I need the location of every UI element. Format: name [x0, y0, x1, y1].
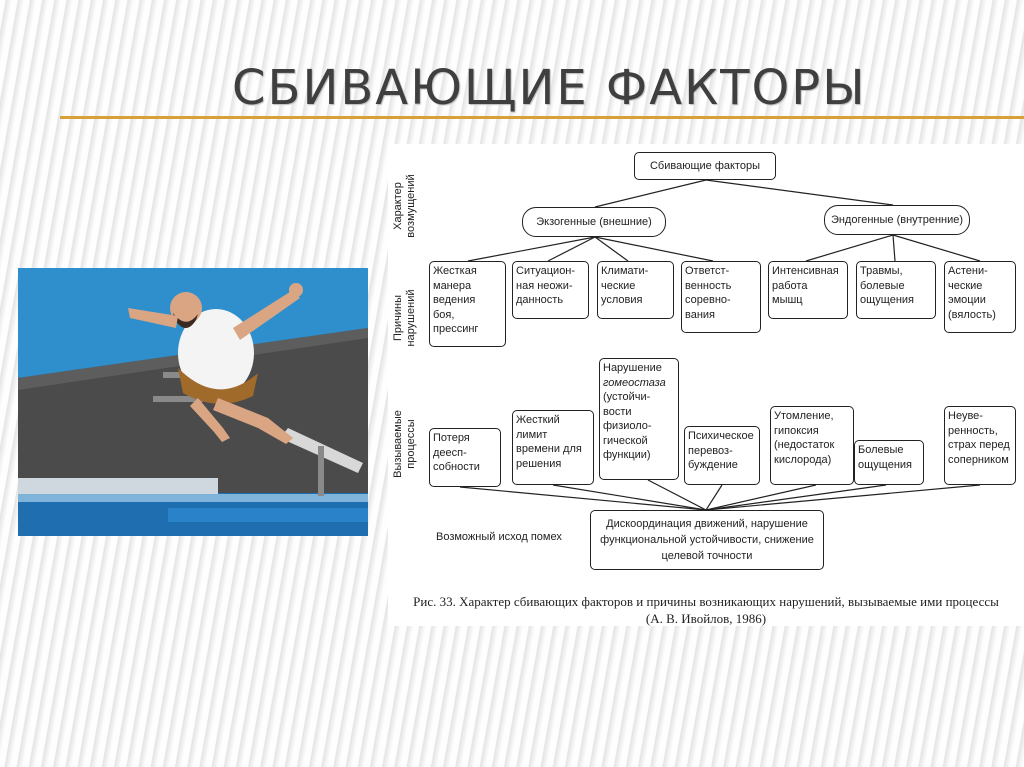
diver-photo [18, 268, 368, 536]
category-endogenous: Эндогенные (внутренние) [824, 205, 970, 235]
outcome-label: Возможный исход помех [436, 531, 562, 543]
factors-scheme [388, 144, 1024, 626]
process-box: Утомление, гипоксия (недостаток кислорода) [770, 406, 854, 485]
label-character: Характер возмущений [392, 174, 417, 238]
process-box: Нарушение гомеостаза (устойчи- вости физиоло- гической функции) [599, 358, 679, 480]
cause-box: Климати- ческие условия [597, 261, 674, 319]
label-processes: Вызываемые процессы [392, 410, 417, 478]
category-exogenous: Экзогенные (внешние) [522, 207, 666, 237]
cause-box: Интенсивная работа мышц [768, 261, 848, 319]
process-box: Потеря деесп- собности [429, 428, 501, 487]
diver-jumping-icon [18, 268, 368, 536]
process-box: Болевые ощущения [854, 440, 924, 485]
process-box: Жесткий лимит времени для решения [512, 410, 594, 485]
cause-box: Ответст- венность соревно- вания [681, 261, 761, 333]
cause-box: Астени- ческие эмоции (вялость) [944, 261, 1016, 333]
process-box: Неуве- ренность, страх перед соперником [944, 406, 1016, 485]
outcome-box: Дискоординация движений, нарушение функциональной устойчивости, снижение целевой точности [590, 510, 824, 570]
figure-caption: Рис. 33. Характер сбивающих факторов и причины возникающих нарушений, вызываемые ими процессы (А. В. Ивойлов, 1986) [413, 594, 999, 626]
cause-box: Жесткая манера ведения боя, прессинг [429, 261, 506, 347]
label-causes: Причины нарушений [392, 289, 417, 347]
root-box: Сбивающие факторы [634, 152, 776, 180]
cause-box: Ситуацион- ная неожи- данность [512, 261, 589, 319]
cause-box: Травмы, болевые ощущения [856, 261, 936, 319]
slide-title: СБИВАЮЩИЕ ФАКТОРЫ [232, 60, 867, 116]
process-box: Психическое перевоз- буждение [684, 426, 760, 485]
